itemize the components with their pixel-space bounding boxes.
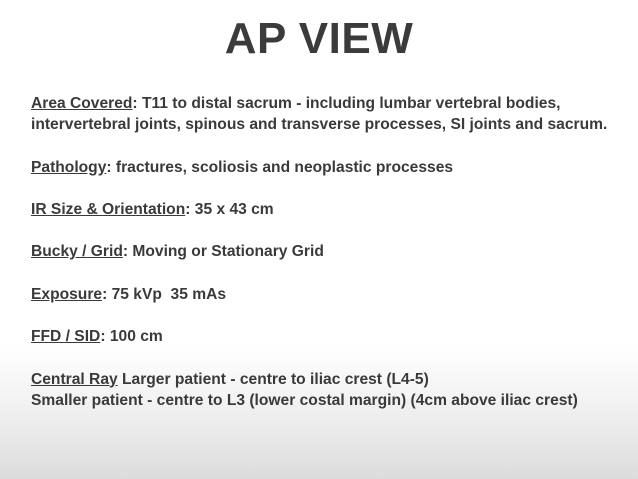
separator: : bbox=[100, 328, 110, 346]
separator: : bbox=[122, 243, 133, 261]
slide-body bbox=[31, 93, 611, 411]
slide-title: AP VIEW bbox=[224, 14, 414, 63]
central-ray-paragraph bbox=[31, 369, 611, 411]
bucky-grid-label: Bucky / Grid bbox=[31, 243, 123, 261]
area-covered-label: Area Covered bbox=[31, 95, 133, 112]
ir-size-paragraph bbox=[31, 199, 611, 220]
separator: : bbox=[132, 95, 142, 112]
ir-size-label: IR Size & Orientation bbox=[31, 200, 186, 218]
ffd-sid-label: FFD / SID bbox=[31, 328, 101, 346]
central-ray-text-2: Smaller patient - centre to L3 (lower costal margin) (4cm above iliac crest) bbox=[31, 391, 578, 409]
exposure-paragraph bbox=[31, 284, 611, 305]
separator: : bbox=[106, 158, 116, 176]
ir-size-text: 35 x 43 cm bbox=[194, 200, 274, 218]
exposure-label: Exposure bbox=[31, 285, 103, 303]
bucky-grid-text: Moving or Stationary Grid bbox=[132, 243, 324, 261]
pathology-label: Pathology bbox=[31, 158, 107, 176]
area-covered-text: T11 to distal sacrum - including lumbar vertebral bodies, intervertebral joints, spinous and transverse processes, SI joints and sacrum. bbox=[31, 95, 608, 134]
central-ray-text: Larger patient - centre to iliac crest (L4-5) bbox=[122, 370, 429, 388]
area-covered-paragraph bbox=[31, 93, 611, 135]
ffd-sid-text: 100 cm bbox=[109, 328, 163, 346]
exposure-text: 75 kVp 35 mAs bbox=[111, 285, 227, 303]
pathology-text: fractures, scoliosis and neoplastic processes bbox=[115, 158, 454, 176]
separator: : bbox=[185, 200, 195, 218]
central-ray-label: Central Ray bbox=[31, 370, 118, 388]
ffd-sid-paragraph bbox=[31, 326, 611, 347]
pathology-paragraph bbox=[31, 157, 611, 178]
bucky-grid-paragraph bbox=[31, 241, 611, 262]
separator: : bbox=[102, 285, 112, 303]
